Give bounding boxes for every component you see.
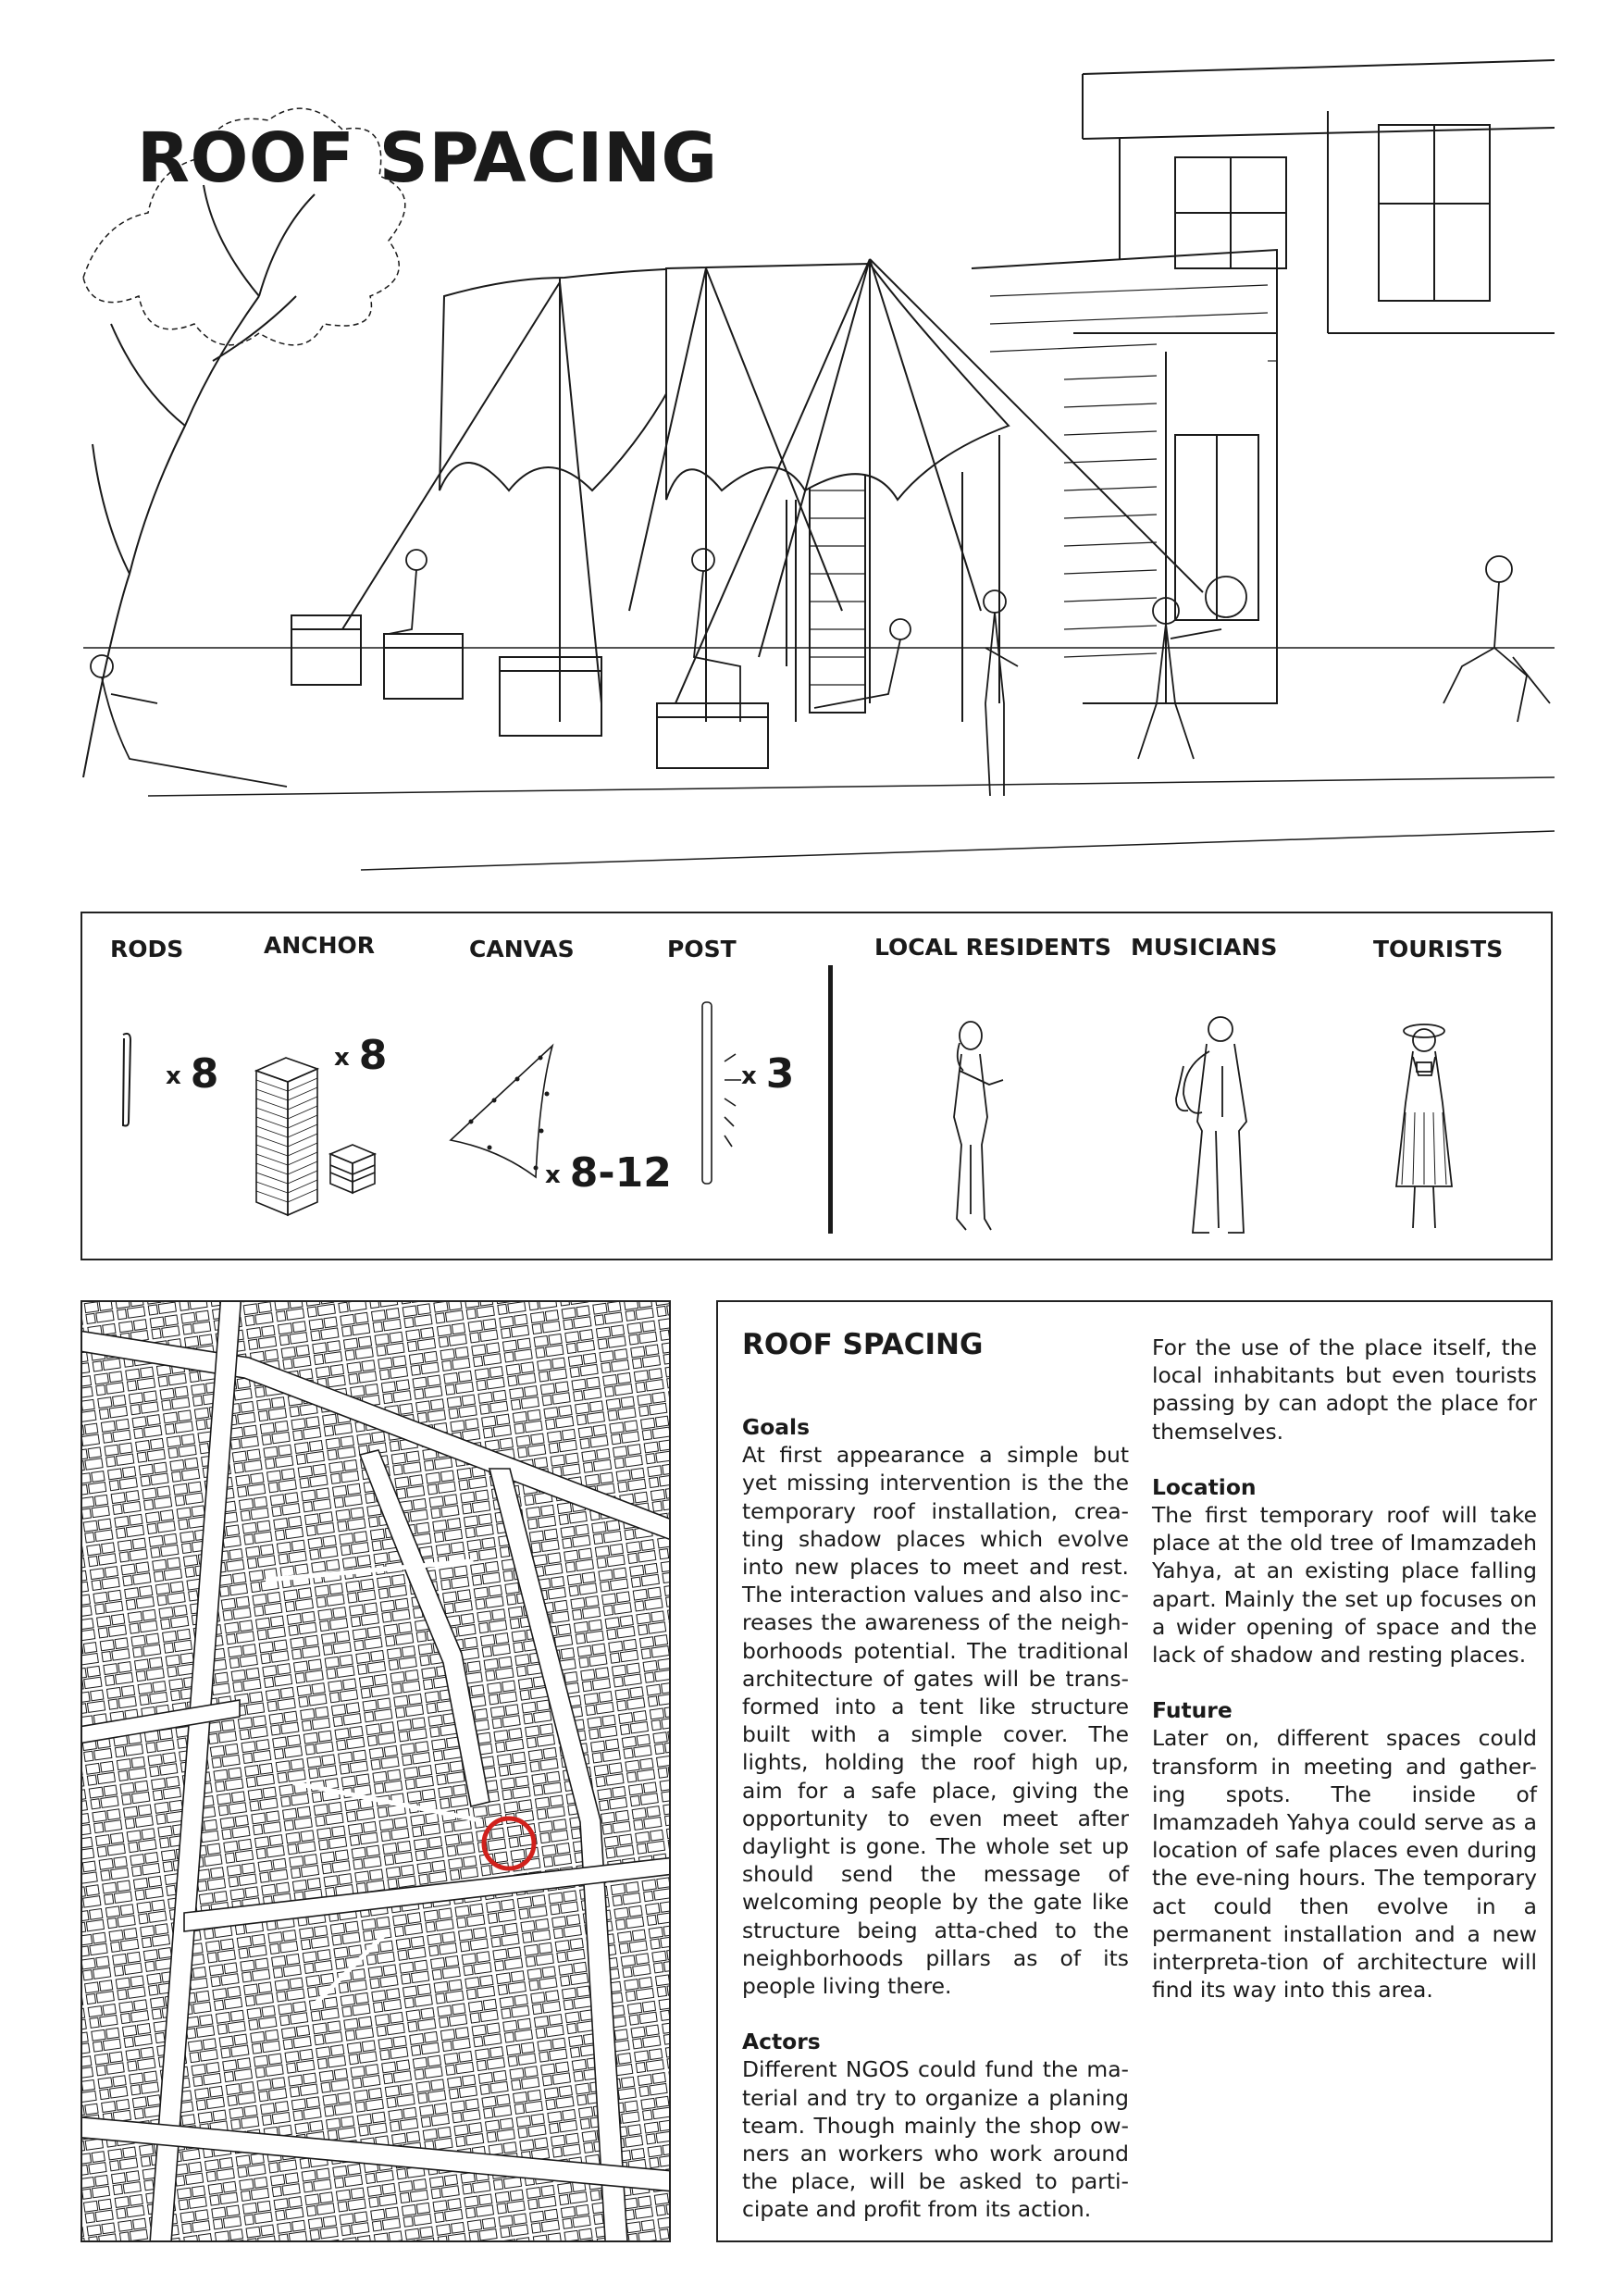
inventory-legend	[81, 912, 1553, 1260]
site-map	[81, 1300, 671, 2242]
canvas-count: x 8-12	[545, 1149, 672, 1197]
inventory-label-post: POST	[667, 936, 737, 962]
goals-heading: Goals	[742, 1414, 810, 1440]
future-heading: Future	[1152, 1697, 1233, 1724]
rods-count: x 8	[166, 1050, 219, 1098]
post-count: x 3	[741, 1050, 795, 1098]
page-title: ROOF SPACING	[137, 118, 718, 198]
use-text: For the use of the place itself, the local inhabitants but even tourists passing by can adopt the place for themselves.	[1152, 1334, 1537, 1445]
people-label-musicians: MUSICIANS	[1131, 934, 1278, 961]
inventory-label-anchor: ANCHOR	[264, 932, 376, 959]
future-text: Later on, different spaces could transform in meeting and gather-ing spots. The inside of Imamzadeh Yahya could serve as a location of safe places even during the eve-ning hours. The temporary act could then evolve in a permanent installation and a new interpreta-tion of architecture will find its way into this area.	[1152, 1725, 1537, 2004]
actors-text: Different NGOS could fund the ma-terial and try to organize a planing team. Though mainly the shop ow-ners an workers who work around the place, will be asked to parti-cipate and profit from its action.	[742, 2056, 1129, 2223]
local-resident-figure	[934, 1015, 1017, 1237]
description-panel	[716, 1300, 1553, 2242]
tourist-figure	[1378, 1011, 1470, 1242]
text-column-left	[742, 1326, 1129, 2224]
goals-text: At first appearance a simple but yet missing intervention is the the temporary roof installation, crea-ting shadow places which evolve into new places to meet and rest. The interaction values and also inc-reases the awareness of the neigh-borhoods potential. The traditional architecture of gates will be trans-formed into a tent like structure built with a simple cover. The lights, holding the roof high up, aim for a safe place, giving the opportunity to even meet after daylight is gone. The whole set up should send the message of welcoming people by the gate like structure being atta-ched to the neighborhoods pillars as of its people living there.	[742, 1442, 1129, 2000]
street-map	[82, 1302, 671, 2242]
location-heading: Location	[1152, 1473, 1257, 1500]
people-label-local-residents: LOCAL RESIDENTS	[874, 934, 1112, 961]
location-text: The first temporary roof will take place at the old tree of Imamzadeh Yahya, at an existing place falling apart. Mainly the set up focuses on a wider opening of space and the lack of shadow and resting places.	[1152, 1502, 1537, 1669]
people-label-tourists: TOURISTS	[1373, 936, 1504, 962]
inventory-label-rods: RODS	[110, 936, 184, 962]
anchor-count: x 8	[334, 1032, 388, 1079]
actors-heading: Actors	[742, 2029, 821, 2055]
musician-figure	[1165, 1011, 1267, 1242]
inventory-divider	[828, 965, 833, 1234]
rod-icon	[116, 1029, 138, 1131]
text-column-right	[1152, 1334, 1537, 2004]
panel-title: ROOF SPACING	[742, 1328, 984, 1361]
post-icon	[684, 997, 749, 1191]
inventory-label-canvas: CANVAS	[469, 936, 575, 962]
